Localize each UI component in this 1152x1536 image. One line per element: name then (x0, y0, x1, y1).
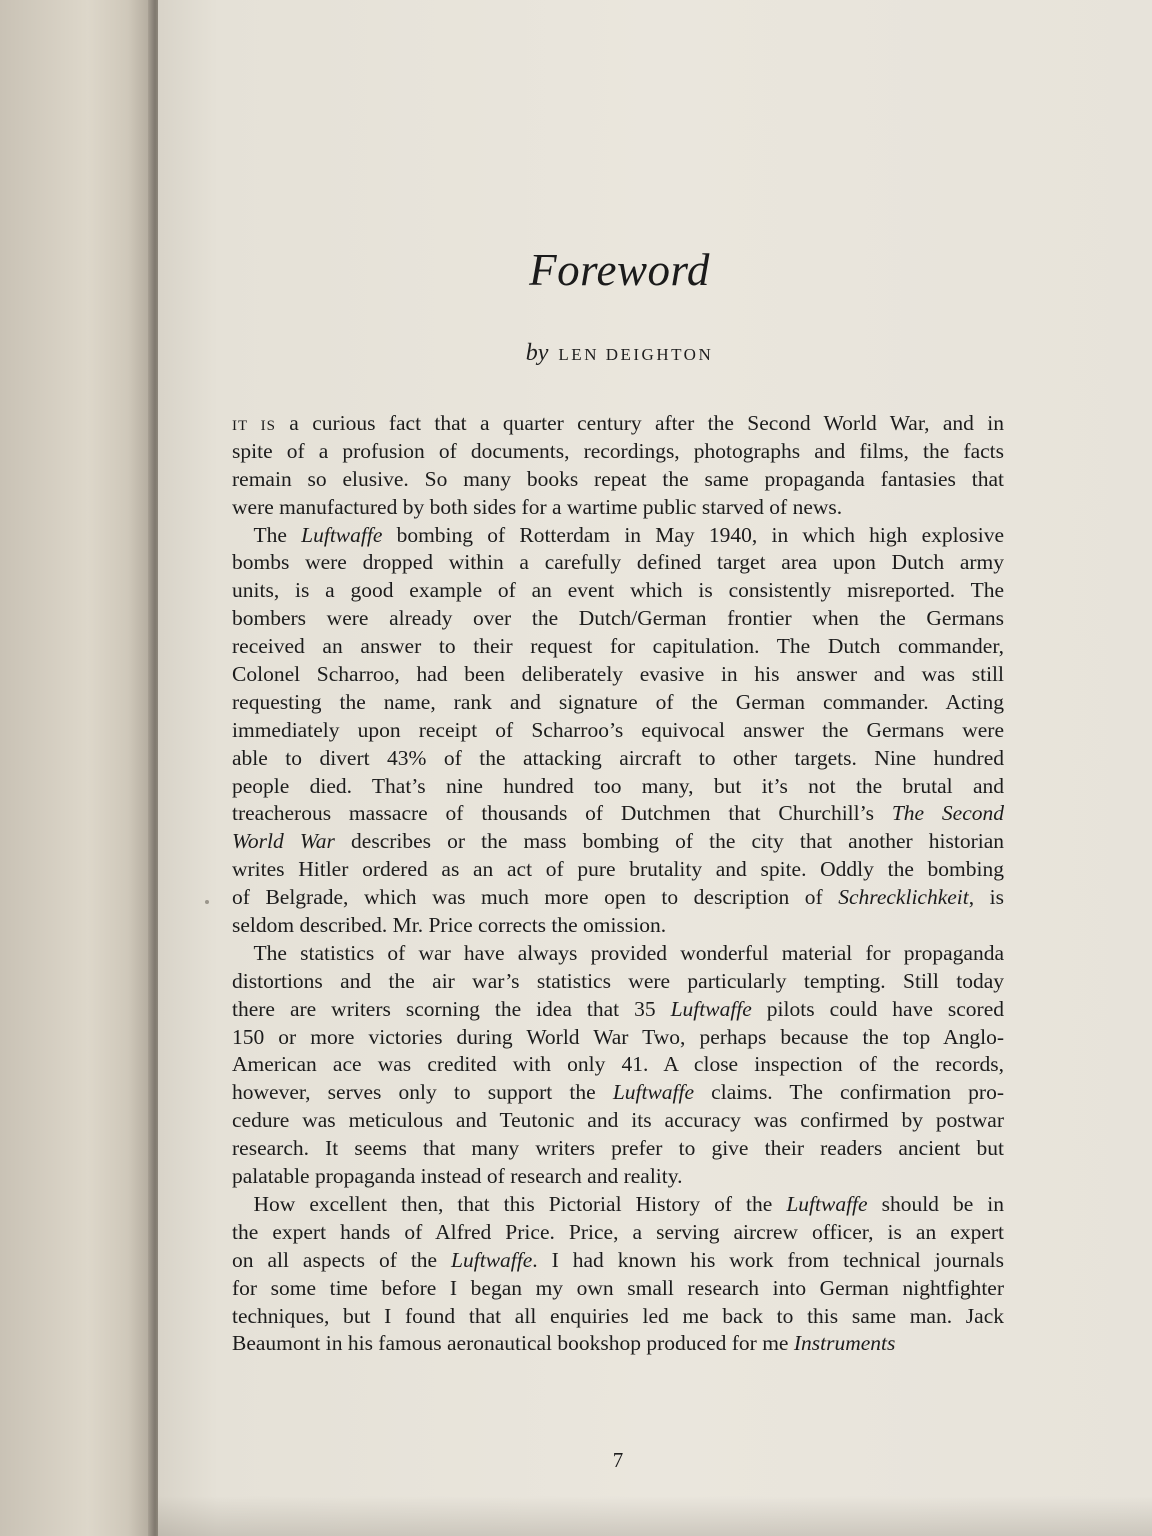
text-run: IT IS (232, 418, 276, 434)
text-line (232, 1079, 1004, 1107)
text-run: American ace was credited with only 41. A close inspection of the records, (232, 1052, 1004, 1077)
text-line (232, 856, 1004, 884)
text-run: World War (232, 829, 335, 854)
text-line (232, 410, 1004, 438)
paragraph (232, 1191, 1004, 1358)
text-run: Luftwaffe (612, 1080, 695, 1105)
text-line (232, 494, 1004, 522)
text-run: . I had known his work from technical journals (532, 1247, 1004, 1272)
text-run: able to divert 43% of the attacking aircraft to other targets. Nine hundred (232, 745, 1004, 770)
text-run: units, is a good example of an event which is consistently misreported. The (232, 578, 1004, 603)
text-run: techniques, but I found that all enquiries led me back to this same man. Jack (232, 1303, 1004, 1328)
text-run: , is (968, 885, 1005, 910)
text-run: should be in (867, 1191, 1004, 1216)
text-line (232, 1051, 1004, 1079)
text-run: distortions and the air war’s statistics were particularly tempting. Still today (232, 968, 1004, 993)
text-run: seldom described. Mr. Price corrects the omission. (232, 913, 667, 938)
text-run: Luftwaffe (301, 522, 383, 547)
text-line (232, 1163, 1004, 1191)
text-run: bombs were dropped within a carefully defined target area upon Dutch army (232, 550, 1004, 575)
text-line (232, 1275, 1004, 1303)
text-line (232, 605, 1004, 633)
text-run: of Belgrade, which was much more open to description of (232, 885, 839, 910)
byline-author: LEN DEIGHTON (558, 345, 714, 364)
page-title: Foreword (529, 245, 710, 295)
text-line (232, 800, 1004, 828)
text-run: Schrecklichkeit (838, 885, 969, 910)
text-line (232, 438, 1004, 466)
text-run: Luftwaffe (451, 1247, 533, 1272)
text-run: cedure was meticulous and Teutonic and its accuracy was confirmed by postwar (232, 1108, 1004, 1133)
text-line (232, 1107, 1004, 1135)
text-run: immediately upon receipt of Scharroo’s equivocal answer the Germans were (232, 717, 1004, 742)
text-run: describes or the mass bombing of the city that another historian (334, 829, 1004, 854)
paragraph (232, 522, 1004, 940)
text-line (232, 884, 1004, 912)
text-line (232, 1024, 1004, 1052)
text-run: remain so elusive. So many books repeat the same propaganda fantasies that (232, 466, 1004, 491)
text-run: however, serves only to support the (232, 1080, 613, 1105)
text-run: The (232, 522, 302, 547)
text-run: bombers were already over the Dutch/German frontier when the Germans (232, 606, 1004, 631)
text-line (232, 549, 1004, 577)
text-run: The Second (891, 801, 1004, 826)
text-run: Luftwaffe (786, 1191, 868, 1216)
text-line (232, 773, 1004, 801)
byline-by: by (525, 340, 549, 366)
text-line (232, 1303, 1004, 1331)
text-run: people died. That’s nine hundred too many, but it’s not the brutal and (232, 773, 1004, 798)
text-run: the expert hands of Alfred Price. Price, a serving aircrew officer, is an expert (232, 1219, 1004, 1244)
foreword-body (232, 410, 1004, 1358)
text-run: there are writers scorning the idea that 35 (232, 996, 671, 1021)
paragraph (232, 410, 1004, 522)
text-line (232, 522, 1004, 550)
text-run: Luftwaffe (670, 996, 752, 1021)
text-line (232, 940, 1004, 968)
text-line (232, 745, 1004, 773)
byline (232, 340, 1007, 367)
paragraph (232, 940, 1004, 1191)
text-line (232, 717, 1004, 745)
text-line (232, 1330, 1004, 1358)
text-line (232, 661, 1004, 689)
text-run: Beaumont in his famous aeronautical bookshop produced for me (232, 1331, 794, 1356)
text-run: palatable propaganda instead of research and reality. (232, 1164, 683, 1189)
text-line (232, 912, 1004, 940)
text-run: research. It seems that many writers prefer to give their readers ancient but (232, 1136, 1004, 1161)
text-line (232, 1219, 1004, 1247)
text-run: for some time before I began my own small research into German nightfighter (232, 1275, 1004, 1300)
text-line (232, 577, 1004, 605)
text-run: pilots could have scored (751, 996, 1004, 1021)
text-run: bombing of Rotterdam in May 1940, in which high explosive (382, 522, 1004, 547)
text-run: claims. The confirmation pro- (694, 1080, 1004, 1105)
page-shadow (158, 1496, 1152, 1536)
text-line (232, 1135, 1004, 1163)
text-line (232, 996, 1004, 1024)
text-run: requesting the name, rank and signature of the German commander. Acting (232, 689, 1004, 714)
text-run: spite of a profusion of documents, recordings, photographs and films, the facts (232, 438, 1004, 463)
text-line (232, 828, 1004, 856)
text-line (232, 466, 1004, 494)
text-run: writes Hitler ordered as an act of pure brutality and spite. Oddly the bombing (232, 857, 1004, 882)
text-run: Instruments (793, 1331, 896, 1356)
text-run: 150 or more victories during World War Two, perhaps because the top Anglo- (232, 1024, 1004, 1049)
text-run: on all aspects of the (232, 1247, 452, 1272)
text-run: treacherous massacre of thousands of Dutchmen that Churchill’s (232, 801, 892, 826)
text-run: Colonel Scharroo, had been deliberately evasive in his answer and was still (232, 662, 1004, 687)
text-run: a curious fact that a quarter century after the Second World War, and in (275, 411, 1004, 435)
text-line (232, 1247, 1004, 1275)
text-run: How excellent then, that this Pictorial History of the (232, 1191, 787, 1216)
page-number: 7 (612, 1448, 624, 1472)
text-line (232, 633, 1004, 661)
text-line (232, 1191, 1004, 1219)
text-line (232, 968, 1004, 996)
text-run: received an answer to their request for capitulation. The Dutch commander, (232, 634, 1004, 659)
text-line (232, 689, 1004, 717)
left-page-edge (0, 0, 160, 1536)
text-run: were manufactured by both sides for a wartime public starved of news. (232, 494, 843, 519)
page-speck (205, 900, 209, 904)
text-run: The statistics of war have always provided wonderful material for propaganda (232, 940, 1004, 965)
